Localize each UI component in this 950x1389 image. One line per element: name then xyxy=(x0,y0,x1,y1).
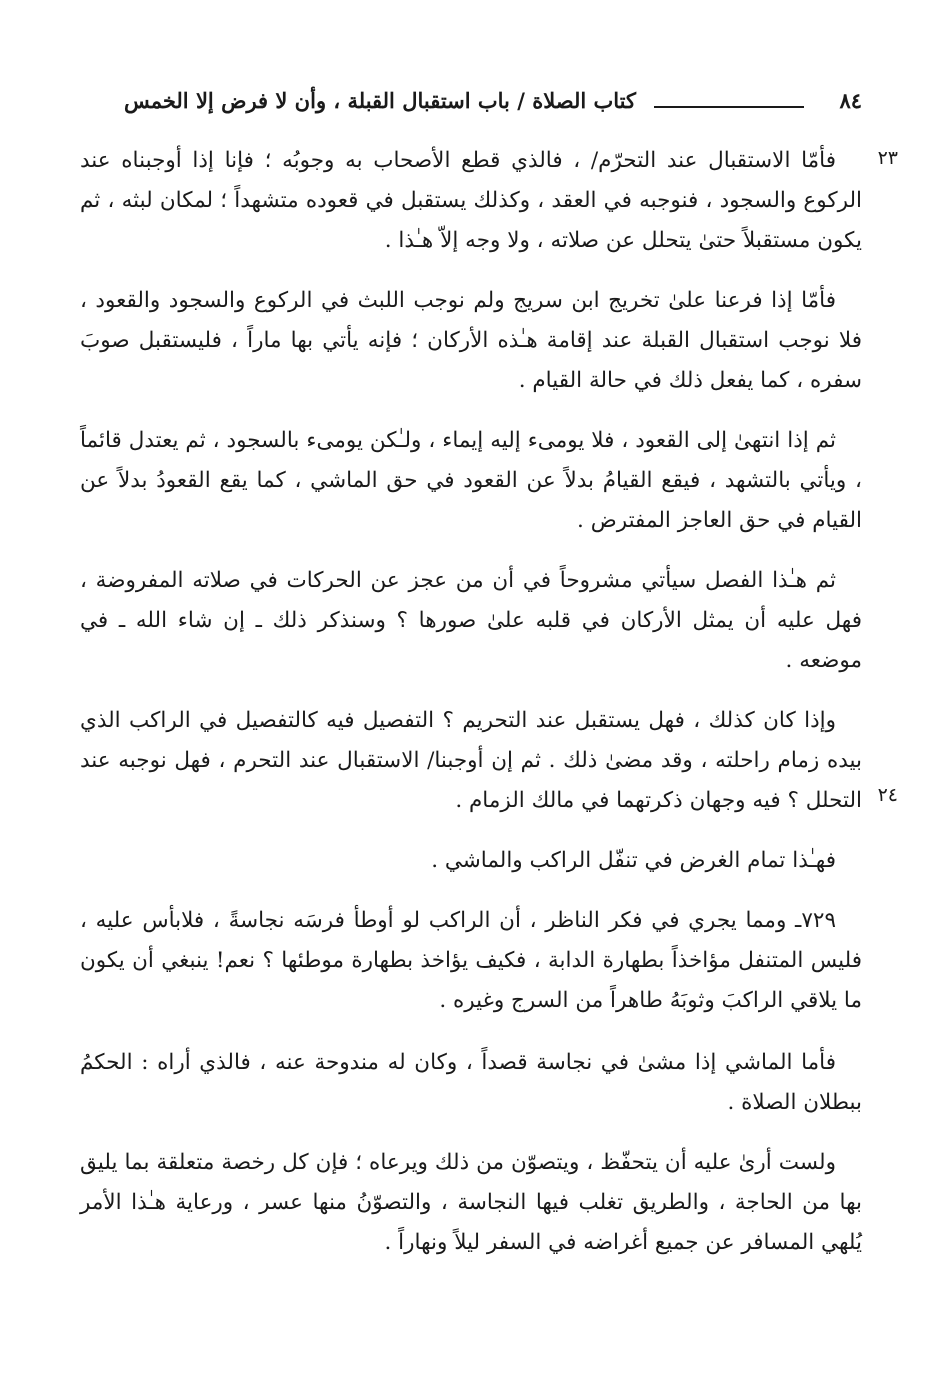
paragraph: ثم إذا انتهىٰ إلى القعود ، فلا يومىء إليه إيماء ، ولـٰكن يومىء بالسجود ، ثم يعتدل قائماً ، ويأتي بالتشهد ، فيقع القيامُ بدلاً عن القعود في حق الماشي ، كما يقع القعودُ بدلاً عن القيام في حق العاجز المفترض . xyxy=(80,428,862,533)
body-text xyxy=(80,141,862,1283)
running-header xyxy=(80,86,862,126)
paragraph: فأمّا إذا فرعنا علىٰ تخريج ابن سريج ولم نوجب اللبث في الركوع والسجود والقعود ، فلا نوجب استقبال القبلة عند إقامة هـٰذه الأركان ؛ فإنه يأتي بها ماراً ، فليستقبل صوبَ سفره ، كما يفعل ذلك في حالة القيام . xyxy=(80,288,862,393)
page-number: ٨٤ xyxy=(839,88,862,113)
margin-folio-number: ٢٤ xyxy=(877,784,898,806)
paragraph: وإذا كان كذلك ، فهل يستقبل عند التحريم ؟ التفصيل فيه كالتفصيل في الراكب الذي بيده زمام راحلته ، وقد مضىٰ ذلك . ثم إن أوجبنا/ الاستقبال عند التحرم ، فهل نوجبه عند التحلل ؟ فيه وجهان ذكرتهما في مالك الزمام . xyxy=(80,708,862,813)
margin-folio-number: ٢٣ xyxy=(877,147,898,169)
paragraph: فهـٰذا تمام الغرض في تنفّل الراكب والماشي . xyxy=(431,848,836,873)
paragraph: فأمّا الاستقبال عند التحرّم/ ، فالذي قطع الأصحاب به وجوبُه ؛ فإنا إذا أوجبناه عند الركوع والسجود ، فنوجبه في العقد ، وكذلك يستقبل في قعوده متشهداً ؛ لمكان لبثه ، ثم يكون مستقبلاً حتىٰ يتحلل عن صلاته ، ولا وجه إلاّ هـٰذا . xyxy=(80,148,862,253)
paragraph-numbered: ٧٢٩ـ ومما يجري في فكر الناظر ، أن الراكب لو أوطأ فرسَه نجاسةً ، فلابأس عليه ، فليس المتنفل مؤاخذاً بطهارة الدابة ، فكيف يؤاخذ بطهارة موطئها ؟ نعم! ينبغي أن يكون ما يلاقي الراكبَ وثوبَهُ طاهراً من السرج وغيره . xyxy=(80,908,862,1013)
paragraph: ولست أرىٰ عليه أن يتحفّظ ، ويتصوّن من ذلك ويرعاه ؛ فإن كل رخصة متعلقة بما يليق بها من الحاجة ، والطريق تغلب فيها النجاسة ، والتصوّنُ منها عسر ، ورعاية هـٰذا الأمر يُلهي المسافر عن جميع أغراضه في السفر ليلاً ونهاراً . xyxy=(80,1150,862,1255)
header-title: كتاب الصلاة / باب استقبال القبلة ، وأن لا فرض إلا الخمس xyxy=(123,88,636,113)
paragraph: فأما الماشي إذا مشىٰ في نجاسة قصداً ، وكان له مندوحة عنه ، فالذي أراه : الحكمُ ببطلان الصلاة . xyxy=(80,1050,862,1115)
paragraph: ثم هـٰذا الفصل سيأتي مشروحاً في أن من عجز عن الحركات في صلاته المفروضة ، فهل عليه أن يمثل الأركان في قلبه علىٰ صورها ؟ وسنذكر ذلك ـ إن شاء الله ـ في موضعه . xyxy=(80,568,862,673)
header-rule xyxy=(654,106,804,108)
